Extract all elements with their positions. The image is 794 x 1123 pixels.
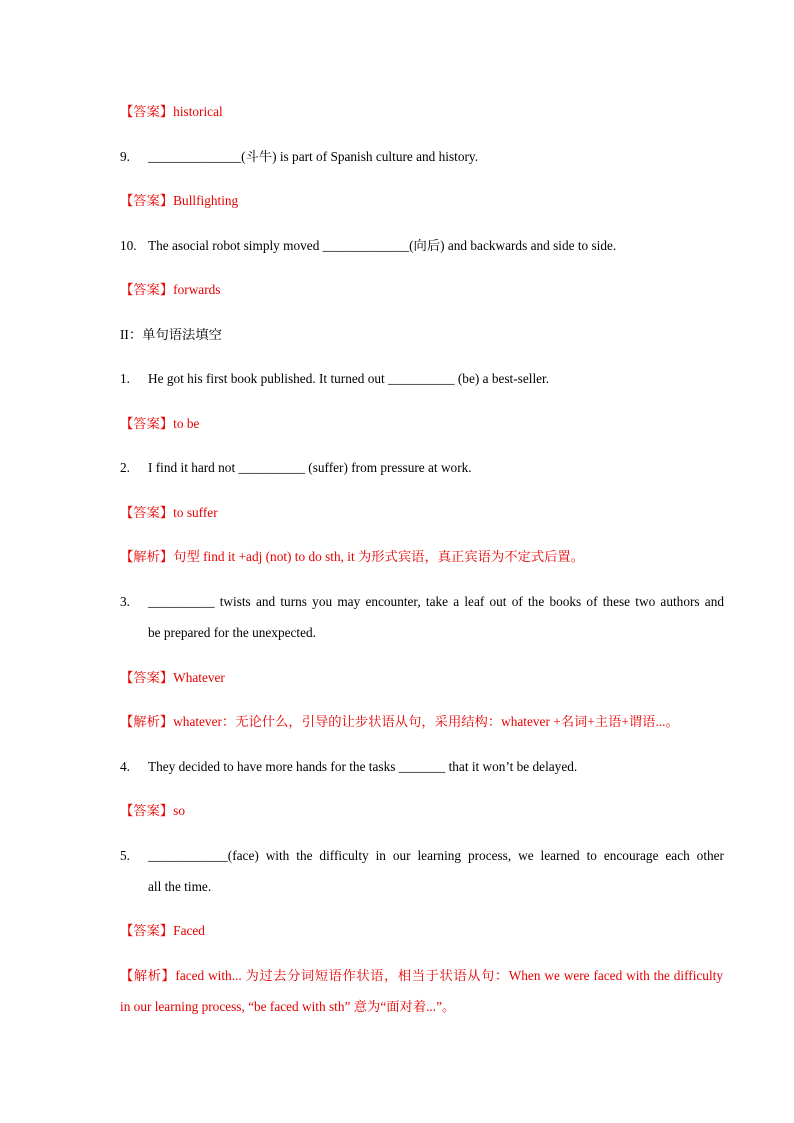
answer-9: 【答案】Bullfighting [120, 193, 239, 208]
question-text: He got his first book published. It turned out __________ (be) a best-seller. [148, 371, 550, 386]
grammar-question-5-line-1: ____________(face) with the difficulty in our learning process, we learned to encourage each other [148, 848, 724, 863]
question-text: I find it hard not __________ (suffer) from pressure at work. [148, 460, 472, 475]
question-number: 2. [120, 460, 130, 475]
question-number: 10. [120, 238, 137, 253]
question-number: 1. [120, 371, 130, 386]
question-text: ______________(斗牛) is part of Spanish culture and history. [148, 149, 479, 164]
grammar-answer-1: 【答案】to be [120, 416, 200, 431]
question-9 [120, 149, 478, 165]
grammar-answer-2: 【答案】to suffer [120, 505, 218, 520]
grammar-question-4 [120, 759, 577, 775]
question-number: 9. [120, 149, 130, 164]
question-text: The asocial robot simply moved _____________(向后) and backwards and side to side. [148, 238, 617, 253]
question-text: They decided to have more hands for the tasks _______ that it won’t be delayed. [148, 759, 578, 774]
grammar-question-3-line-1: __________ twists and turns you may encounter, take a leaf out of the books of these two authors and [148, 594, 724, 609]
grammar-answer-5: 【答案】Faced [120, 923, 205, 938]
answer-10: 【答案】forwards [120, 282, 221, 297]
grammar-question-3-number: 3. [120, 594, 130, 609]
grammar-analysis-5-line-1: 【解析】faced with... 为过去分词短语作状语，相当于状语从句：When we were faced with the difficulty [120, 968, 723, 983]
section-heading: II：单句语法填空 [120, 327, 222, 342]
question-number: 4. [120, 759, 130, 774]
grammar-analysis-2: 【解析】句型 find it +adj (not) to do sth, it 为形式宾语，真正宾语为不定式后置。 [120, 549, 585, 564]
grammar-answer-3: 【答案】Whatever [120, 670, 225, 685]
grammar-question-1 [120, 371, 549, 387]
grammar-analysis-3: 【解析】whatever：无论什么，引导的让步状语从句，采用结构：whatever +名词+主语+谓语...。 [120, 714, 679, 729]
question-10 [120, 238, 616, 254]
answer-8: 【答案】historical [120, 104, 223, 119]
grammar-question-2 [120, 460, 472, 476]
grammar-question-5-number: 5. [120, 848, 130, 863]
grammar-question-3-line-2: be prepared for the unexpected. [148, 625, 316, 640]
grammar-answer-4: 【答案】so [120, 803, 186, 818]
grammar-question-5-line-2: all the time. [148, 879, 212, 894]
grammar-analysis-5-line-2: in our learning process, “be faced with sth” 意为“面对着...”。 [120, 999, 456, 1014]
